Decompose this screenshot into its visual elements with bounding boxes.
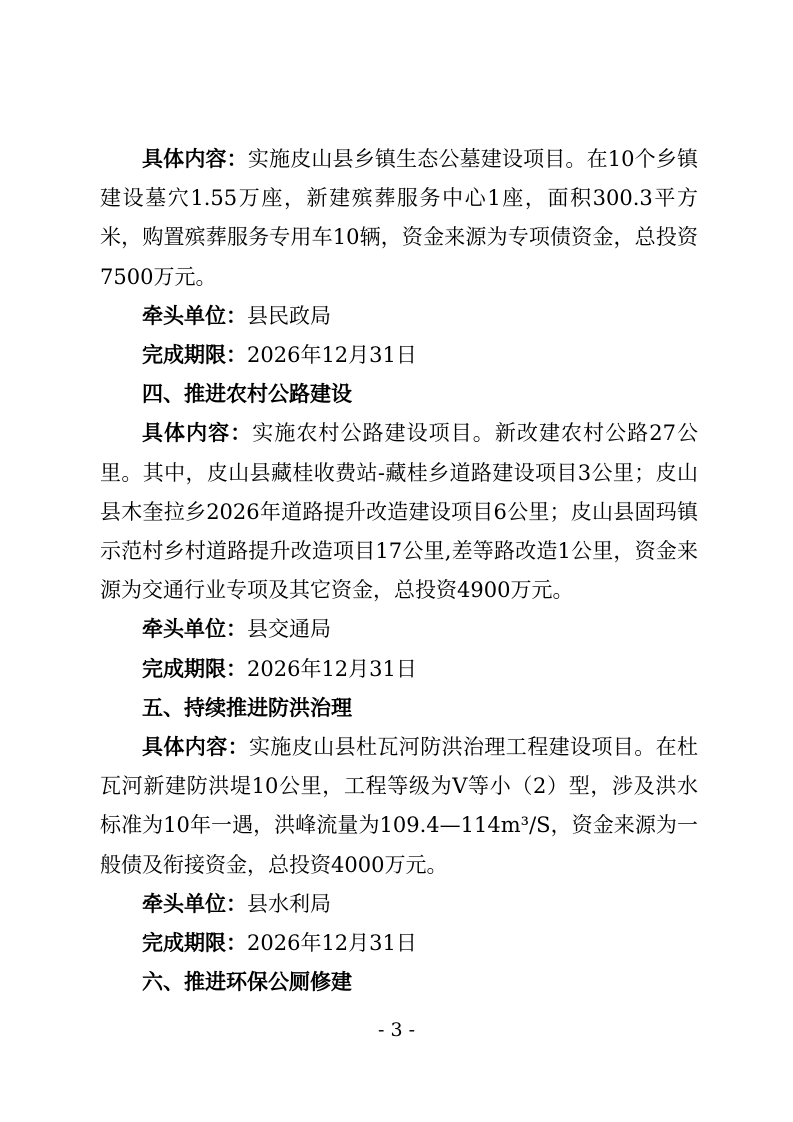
deadline-line (100, 650, 698, 689)
deadline-line (100, 336, 698, 375)
deadline-value: 2026年12月31日 (247, 343, 417, 368)
content-text: 实施农村公路建设项目。新改建农村公路27公里。其中，皮山县藏桂收费站-藏桂乡道路建设项目3公里；皮山县木奎拉乡2026年道路提升改造建设项目6公里；皮山县固玛镇示范村乡村道路提升改造项目17公里,差等路改造1公里，资金来源为交通行业专项及其它资金，总投资4900万元。 (100, 421, 698, 603)
lead-unit-line (100, 610, 698, 649)
lead-unit-value: 县水利局 (247, 891, 331, 916)
content-label: 具体内容： (142, 147, 248, 171)
section-heading: 四、推进农村公路建设 (142, 382, 352, 407)
section-heading: 五、持续推进防洪治理 (142, 695, 352, 720)
lead-unit-value: 县民政局 (247, 303, 331, 328)
deadline-label: 完成期限： (142, 343, 247, 368)
deadline-value: 2026年12月31日 (247, 931, 417, 956)
deadline-label: 完成期限： (142, 931, 247, 956)
content-text: 实施皮山县杜瓦河防洪治理工程建设项目。在杜瓦河新建防洪堤10公里，工程等级为V等小（2）型，涉及洪水标准为10年一遇，洪峰流量为109.4—114m³/S，资金来源为一般债及衔接资金，总投资4000万元。 (100, 735, 698, 877)
lead-unit-line (100, 885, 698, 924)
content-paragraph (100, 414, 698, 610)
content-label: 具体内容： (142, 735, 249, 760)
section-heading: 六、推进环保公厕修建 (142, 970, 352, 995)
content-label: 具体内容： (142, 421, 253, 446)
lead-unit-value: 县交通局 (247, 617, 331, 642)
lead-unit-label: 牵头单位： (142, 303, 247, 328)
content-paragraph (100, 140, 698, 297)
page-body (100, 140, 698, 1002)
deadline-line (100, 924, 698, 963)
deadline-label: 完成期限： (142, 656, 247, 681)
deadline-value: 2026年12月31日 (247, 656, 417, 681)
lead-unit-line (100, 297, 698, 336)
page-number: - 3 - (377, 1019, 415, 1041)
content-text: 实施皮山县乡镇生态公墓建设项目。在10个乡镇建设墓穴1.55万座，新建殡葬服务中心1座，面积300.3平方米，购置殡葬服务专用车10辆，资金来源为专项债资金，总投资7500万元。 (100, 147, 698, 289)
content-paragraph (100, 728, 698, 885)
lead-unit-label: 牵头单位： (142, 891, 247, 916)
lead-unit-label: 牵头单位： (142, 617, 247, 642)
